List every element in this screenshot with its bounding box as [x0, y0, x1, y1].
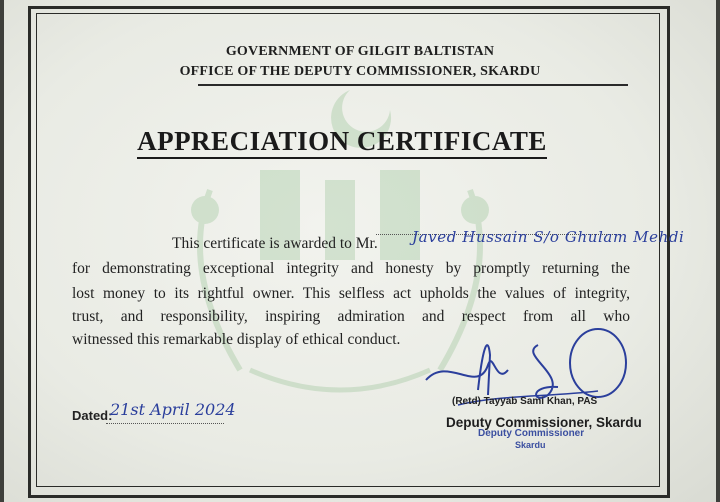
stamp-line-2: Skardu [515, 440, 546, 450]
citation-line-4: trust, and responsibility, inspiring admiration and respect from all who [72, 308, 630, 325]
header-rule [198, 84, 628, 86]
issuer-office: OFFICE OF THE DEPUTY COMMISSIONER, SKARDU [179, 64, 541, 79]
signatory-name: (Retd) Tayyab Sami Khan, PAS [452, 396, 598, 407]
citation-line-5: witnessed this remarkable display of ethical conduct. [72, 331, 401, 348]
certificate-title [0, 126, 684, 157]
dated-line [106, 423, 224, 424]
signatory-title: Deputy Commissioner, Skardu [446, 415, 642, 430]
recipient-name: Javed Hussain S/o Ghulam Mehdi [412, 228, 685, 246]
dated-label: Dated: [72, 408, 113, 423]
award-intro: This certificate is awarded to Mr. [172, 235, 378, 252]
stamp-line-1: Deputy Commissioner [478, 428, 585, 439]
certificate-title-text: APPRECIATION CERTIFICATE [137, 126, 547, 159]
issuer-government: GOVERNMENT OF GILGIT BALTISTAN [225, 44, 495, 59]
citation-line-3: lost money to its rightful owner. This selfless act upholds the values of integrity, [72, 285, 630, 302]
dated-value: 21st April 2024 [110, 400, 236, 419]
citation-line-2: for demonstrating exceptional integrity and honesty by promptly returning the [72, 260, 630, 277]
